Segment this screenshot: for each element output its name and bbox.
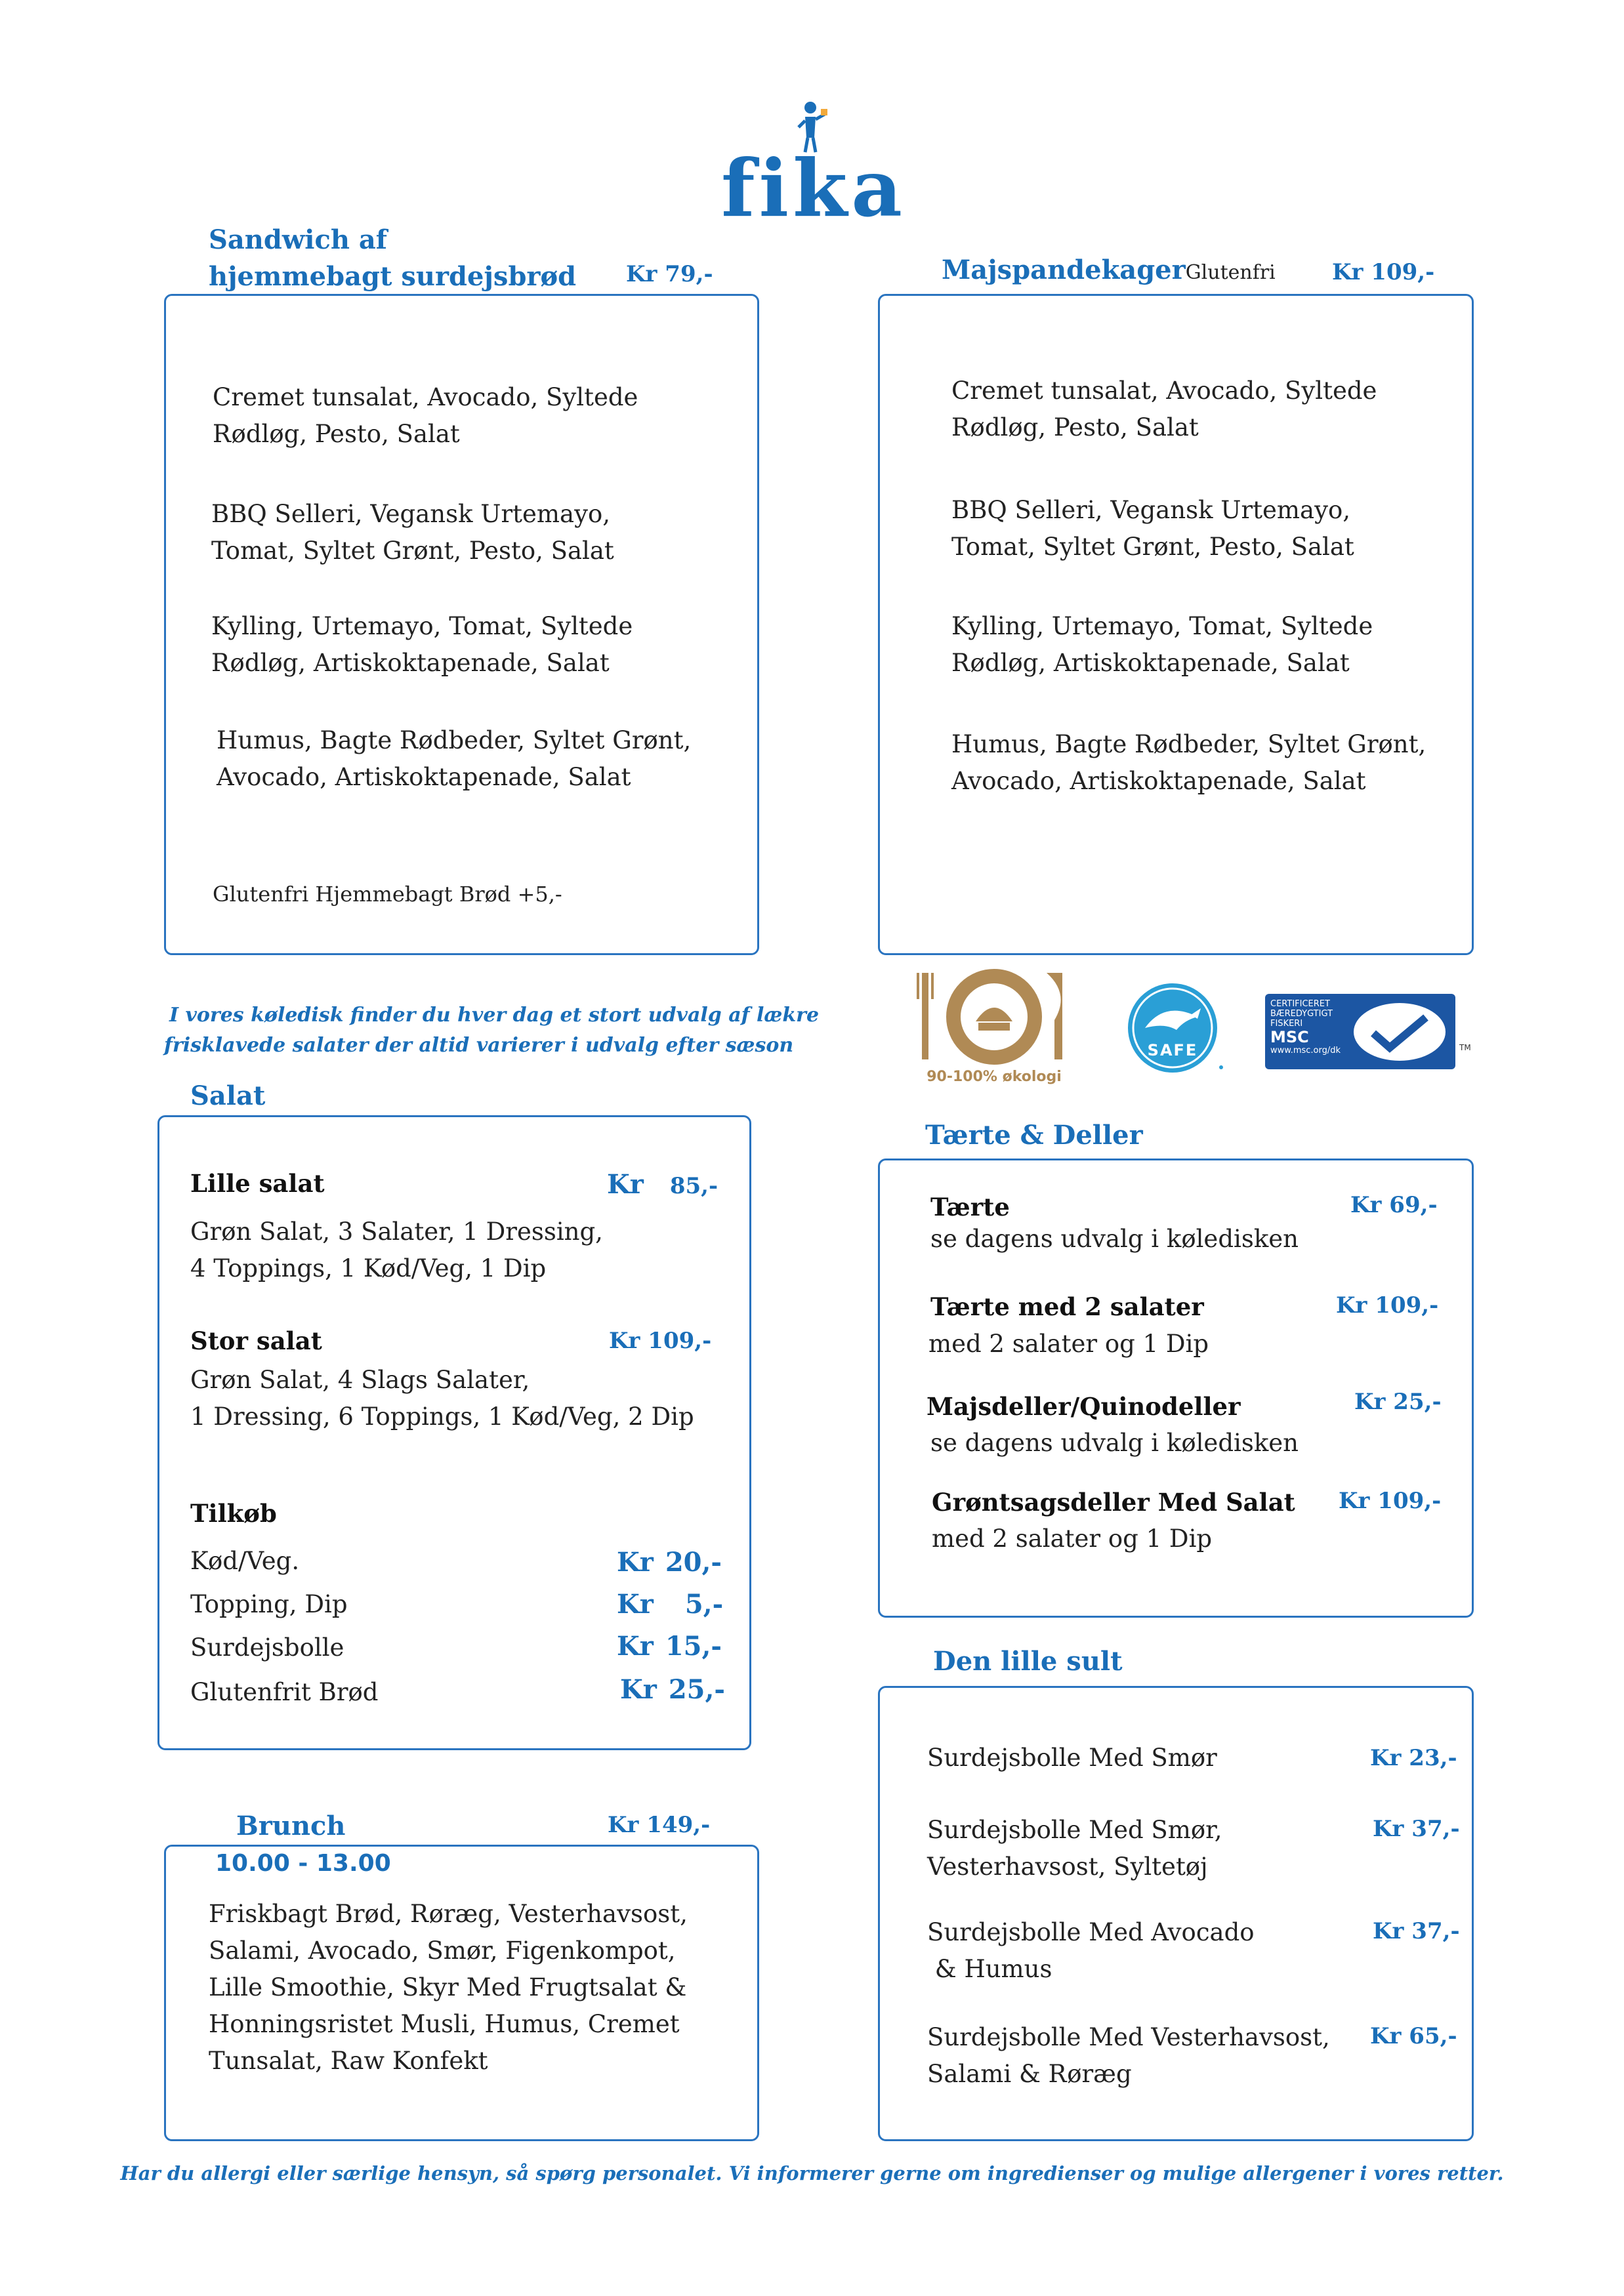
taerte-item-3-desc: se dagens udvalg i køledisken — [930, 1429, 1299, 1457]
tilkob-title: Tilkøb — [190, 1499, 277, 1528]
taerte-item-4-price: Kr 109,- — [1339, 1488, 1442, 1514]
msc-badge — [1265, 994, 1455, 1069]
tilkob-item-1-kr: Kr — [617, 1547, 654, 1578]
sandwich-item-1-line2: Rødløg, Pesto, Salat — [213, 420, 460, 448]
taerte-item-1-desc: se dagens udvalg i køledisken — [930, 1225, 1299, 1253]
tilkob-item-1-name: Kød/Veg. — [190, 1547, 300, 1575]
sandwich-item-2 — [211, 496, 614, 569]
sandwich-item-1 — [213, 379, 638, 453]
lille-sult-item-4-line2: Salami & Røræg — [927, 2060, 1132, 2088]
tilkob-item-2-kr: Kr — [617, 1589, 654, 1620]
brunch-title: Brunch — [236, 1811, 346, 1841]
stor-salat-desc — [190, 1362, 694, 1435]
lille-sult-item-1-price: Kr 23,- — [1370, 1745, 1457, 1771]
tilkob-item-4-price — [620, 1674, 725, 1705]
sandwich-item-2-line2: Tomat, Syltet Grønt, Pesto, Salat — [211, 537, 614, 565]
lille-sult-item-1-line1: Surdejsbolle Med Smør — [927, 1744, 1217, 1772]
lille-sult-item-4-price: Kr 65,- — [1370, 2023, 1457, 2049]
msc-line4: MSC — [1270, 1028, 1309, 1046]
brunch-desc — [209, 1896, 688, 2080]
tilkob-item-4-name: Glutenfrit Brød — [190, 1678, 379, 1706]
taerte-item-2-desc: med 2 salater og 1 Dip — [928, 1330, 1209, 1358]
majs-item-2 — [951, 492, 1354, 565]
majs-item-4 — [951, 726, 1426, 800]
lille-salat-line2: 4 Toppings, 1 Kød/Veg, 1 Dip — [190, 1254, 547, 1282]
stor-salat-line1: Grøn Salat, 4 Slags Salater, — [190, 1366, 530, 1394]
logo — [715, 98, 912, 235]
lille-salat-name: Lille salat — [190, 1169, 325, 1198]
taerte-item-2-name: Tærte med 2 salater — [930, 1292, 1204, 1321]
lille-sult-item-1 — [927, 1740, 1217, 1776]
msc-line2: BÆREDYGTIGT — [1270, 1009, 1333, 1019]
lille-salat-kr: Kr — [607, 1169, 644, 1200]
safe-dolphin-icon — [1125, 981, 1224, 1079]
taerte-item-4-desc: med 2 salater og 1 Dip — [932, 1525, 1213, 1553]
stor-salat-price: Kr 109,- — [609, 1328, 712, 1354]
majs-item-1-line2: Rødløg, Pesto, Salat — [951, 413, 1199, 441]
taerte-item-4-name: Grøntsagsdeller Med Salat — [932, 1488, 1295, 1517]
taerte-item-1-price: Kr 69,- — [1350, 1192, 1438, 1218]
sandwich-item-3-line1: Kylling, Urtemayo, Tomat, Syltede — [211, 612, 633, 640]
organic-badge-label: 90-100% økologi — [927, 1069, 1062, 1085]
sandwich-item-1-line1: Cremet tunsalat, Avocado, Syltede — [213, 383, 638, 411]
msc-text — [1270, 999, 1341, 1056]
msc-line1: CERTIFICERET — [1270, 999, 1330, 1009]
organic-badge — [915, 968, 1073, 1092]
tilkob-item-4-amount: 25,- — [668, 1674, 726, 1705]
majs-item-1-line1: Cremet tunsalat, Avocado, Syltede — [951, 377, 1377, 405]
majs-item-4-line1: Humus, Bagte Rødbeder, Syltet Grønt, — [951, 730, 1426, 758]
majs-item-3-line2: Rødløg, Artiskoktapenade, Salat — [951, 649, 1350, 677]
sandwich-item-3 — [211, 608, 633, 682]
sandwich-price: Kr 79,- — [626, 261, 713, 287]
msc-fish-icon — [1350, 999, 1449, 1065]
koledisk-note — [164, 1000, 819, 1061]
lille-salat-amount: 85,- — [669, 1173, 718, 1199]
tilkob-item-4-kr: Kr — [620, 1674, 657, 1705]
koledisk-note-line2: frisklavede salater der altid varierer i udvalg efter sæson — [164, 1034, 794, 1057]
sandwich-footnote: Glutenfri Hjemmebagt Brød +5,- — [213, 882, 562, 907]
tilkob-item-3-amount: 15,- — [665, 1631, 722, 1662]
safe-badge-label: SAFE — [1147, 1041, 1198, 1059]
taerte-item-1-name: Tærte — [930, 1193, 1010, 1221]
majs-item-1 — [951, 373, 1377, 446]
majs-price: Kr 109,- — [1332, 259, 1435, 285]
salat-title: Salat — [190, 1080, 266, 1111]
brunch-price: Kr 149,- — [608, 1812, 711, 1838]
stor-salat-name: Stor salat — [190, 1326, 322, 1355]
tilkob-item-1-price — [617, 1547, 722, 1578]
taerte-item-3-name: Majsdeller/Quinodeller — [927, 1392, 1241, 1421]
logo-wordmark: fika — [720, 142, 907, 235]
sandwich-item-2-line1: BBQ Selleri, Vegansk Urtemayo, — [211, 500, 611, 528]
organic-plate-icon — [915, 968, 1073, 1066]
lille-sult-item-2-line2: Vesterhavsost, Syltetøj — [927, 1853, 1208, 1881]
lille-salat-price — [607, 1169, 718, 1200]
lille-sult-item-2 — [927, 1812, 1222, 1885]
lille-sult-item-2-line1: Surdejsbolle Med Smør, — [927, 1816, 1222, 1844]
majs-title-text: Majspandekager — [942, 255, 1186, 285]
majs-item-2-line2: Tomat, Syltet Grønt, Pesto, Salat — [951, 533, 1354, 561]
msc-line5: www.msc.org/dk — [1270, 1046, 1341, 1056]
lille-sult-item-3-line1: Surdejsbolle Med Avocado — [927, 1918, 1255, 1946]
majs-item-2-line1: BBQ Selleri, Vegansk Urtemayo, — [951, 496, 1351, 524]
majs-item-3-line1: Kylling, Urtemayo, Tomat, Syltede — [951, 612, 1373, 640]
tilkob-item-1-amount: 20,- — [665, 1547, 722, 1578]
brunch-line-3: Lille Smoothie, Skyr Med Frugtsalat & — [209, 1973, 687, 2001]
lille-sult-item-3 — [927, 1914, 1255, 1988]
taerte-item-3-price: Kr 25,- — [1354, 1389, 1442, 1415]
lille-sult-item-4 — [927, 2019, 1330, 2093]
msc-tm: TM — [1459, 1043, 1471, 1052]
stor-salat-line2: 1 Dressing, 6 Toppings, 1 Kød/Veg, 2 Dip — [190, 1403, 694, 1431]
brunch-time: 10.00 - 13.00 — [215, 1850, 391, 1877]
tilkob-item-2-amount: 5,- — [684, 1589, 724, 1620]
allergy-footer: Har du allergi eller særlige hensyn, så spørg personalet. Vi informerer gerne om ingredienser og mulige allergener i vores retter. — [120, 2162, 1504, 2184]
brunch-line-1: Friskbagt Brød, Røræg, Vesterhavsost, — [209, 1900, 688, 1928]
lille-salat-line1: Grøn Salat, 3 Salater, 1 Dressing, — [190, 1218, 603, 1246]
sandwich-title-line1: Sandwich af — [209, 224, 387, 255]
lille-sult-item-3-line2: & Humus — [927, 1955, 1052, 1983]
taerte-title: Tærte & Deller — [925, 1120, 1143, 1151]
sandwich-item-4-line2: Avocado, Artiskoktapenade, Salat — [217, 763, 631, 791]
tilkob-item-2-name: Topping, Dip — [190, 1590, 348, 1618]
lille-sult-item-2-price: Kr 37,- — [1373, 1816, 1460, 1842]
sandwich-title-line2: hjemmebagt surdejsbrød — [209, 261, 577, 292]
sandwich-item-4-line1: Humus, Bagte Rødbeder, Syltet Grønt, — [217, 726, 692, 754]
majs-subtitle: Glutenfri — [1185, 261, 1276, 284]
safe-badge — [1125, 981, 1224, 1079]
majs-item-3 — [951, 608, 1373, 682]
sandwich-item-4 — [217, 722, 691, 796]
lille-sult-title: Den lille sult — [933, 1646, 1123, 1677]
tilkob-item-2-price — [617, 1589, 723, 1620]
lille-salat-desc — [190, 1214, 603, 1287]
koledisk-note-line1: I vores køledisk finder du hver dag et stort udvalg af lækre — [169, 1004, 820, 1027]
majs-item-4-line2: Avocado, Artiskoktapenade, Salat — [951, 767, 1366, 795]
lille-sult-item-4-line1: Surdejsbolle Med Vesterhavsost, — [927, 2023, 1330, 2051]
majs-title — [942, 252, 1276, 291]
msc-line3: FISKERI — [1270, 1019, 1303, 1029]
brunch-line-2: Salami, Avocado, Smør, Figenkompot, — [209, 1937, 676, 1965]
taerte-item-2-price: Kr 109,- — [1336, 1292, 1439, 1319]
sandwich-item-3-line2: Rødløg, Artiskoktapenade, Salat — [211, 649, 610, 677]
tilkob-item-3-name: Surdejsbolle — [190, 1633, 344, 1662]
brunch-line-4: Honningsristet Musli, Humus, Cremet — [209, 2010, 680, 2038]
tilkob-item-3-price — [617, 1631, 722, 1662]
lille-sult-item-3-price: Kr 37,- — [1373, 1918, 1460, 1944]
tilkob-item-3-kr: Kr — [617, 1631, 654, 1662]
brunch-line-5: Tunsalat, Raw Konfekt — [209, 2047, 488, 2075]
